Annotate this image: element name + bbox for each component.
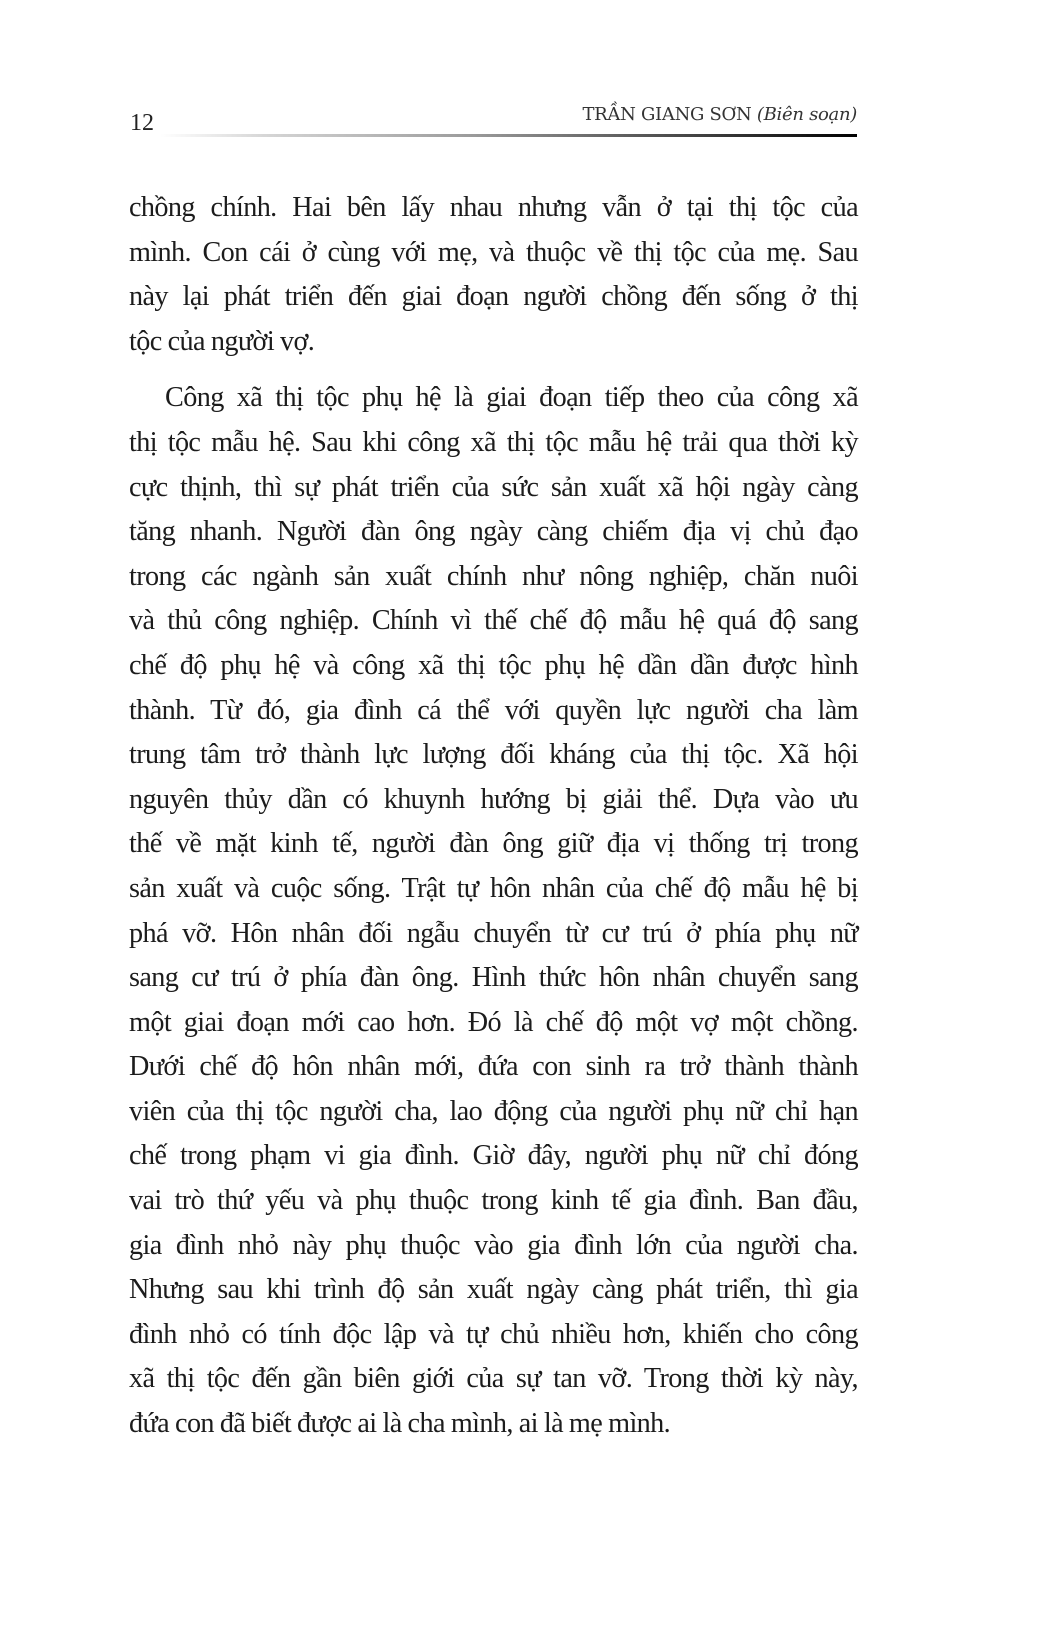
running-head-author: TRẦN GIANG SƠN xyxy=(582,104,757,125)
text-line: đình nhỏ có tính độc lập và tự chủ nhiều hơn, khiến cho công xyxy=(129,1318,858,1350)
text-line: cực thịnh, thì sự phát triển của sức sản xuất xã hội ngày càng xyxy=(129,471,858,503)
header-rule xyxy=(160,134,857,137)
text-line: Công xã thị tộc phụ hệ là giai đoạn tiếp theo của công xã xyxy=(165,382,858,414)
text-line: phá vỡ. Hôn nhân đối ngẫu chuyển từ cư trú ở phía phụ nữ xyxy=(129,917,858,949)
text-line: thị tộc mẫu hệ. Sau khi công xã thị tộc mẫu hệ trải qua thời kỳ xyxy=(129,426,858,458)
text-line: chế độ phụ hệ và công xã thị tộc phụ hệ dần dần được hình xyxy=(129,649,858,681)
text-line: Dưới chế độ hôn nhân mới, đứa con sinh ra trở thành thành xyxy=(129,1051,858,1083)
text-line: mình. Con cái ở cùng với mẹ, và thuộc về thị tộc của mẹ. Sau xyxy=(129,236,858,268)
text-line: viên của thị tộc người cha, lao động của người phụ nữ chỉ hạn xyxy=(129,1095,858,1127)
text-line: vai trò thứ yếu và phụ thuộc trong kinh tế gia đình. Ban đầu, xyxy=(129,1185,858,1217)
text-line: trung tâm trở thành lực lượng đối kháng của thị tộc. Xã hội xyxy=(129,739,858,771)
running-head xyxy=(582,104,857,125)
text-line: thế về mặt kinh tế, người đàn ông giữ địa vị thống trị trong xyxy=(129,828,858,860)
text-line: này lại phát triển đến giai đoạn người chồng đến sống ở thị xyxy=(129,281,858,313)
text-line: tăng nhanh. Người đàn ông ngày càng chiếm địa vị chủ đạo xyxy=(129,516,858,548)
page-header xyxy=(130,102,857,142)
text-line: và thủ công nghiệp. Chính vì thế chế độ mẫu hệ quá độ sang xyxy=(129,605,858,637)
text-line: đứa con đã biết được ai là cha mình, ai là mẹ mình. xyxy=(129,1408,671,1440)
text-line: Nhưng sau khi trình độ sản xuất ngày càng phát triển, thì gia xyxy=(129,1274,858,1306)
text-line: sản xuất và cuộc sống. Trật tự hôn nhân của chế độ mẫu hệ bị xyxy=(129,872,858,904)
text-line: nguyên thủy dần có khuynh hướng bị giải thể. Dựa vào ưu xyxy=(129,783,858,815)
text-line: trong các ngành sản xuất chính như nông nghiệp, chăn nuôi xyxy=(129,560,858,592)
text-line: chế trong phạm vi gia đình. Giờ đây, người phụ nữ chỉ đóng xyxy=(129,1140,858,1172)
text-line: chồng chính. Hai bên lấy nhau nhưng vẫn ở tại thị tộc của xyxy=(129,192,858,223)
text-line: thành. Từ đó, gia đình cá thể với quyền lực người cha làm xyxy=(129,694,858,726)
text-line: xã thị tộc đến gần biên giới của sự tan vỡ. Trong thời kỳ này, xyxy=(129,1363,858,1395)
paragraph xyxy=(129,376,858,1446)
page-number: 12 xyxy=(130,110,154,136)
text-line: một giai đoạn mới cao hơn. Đó là chế độ một vợ một chồng. xyxy=(129,1006,858,1038)
body-text xyxy=(129,186,858,1447)
running-head-role: (Biên soạn) xyxy=(756,104,857,125)
text-line: sang cư trú ở phía đàn ông. Hình thức hôn nhân chuyển sang xyxy=(129,962,858,994)
text-line: tộc của người vợ. xyxy=(129,325,315,357)
paragraph-gap xyxy=(129,364,858,376)
paragraph xyxy=(129,186,858,364)
text-line: gia đình nhỏ này phụ thuộc vào gia đình lớn của người cha. xyxy=(129,1229,858,1261)
